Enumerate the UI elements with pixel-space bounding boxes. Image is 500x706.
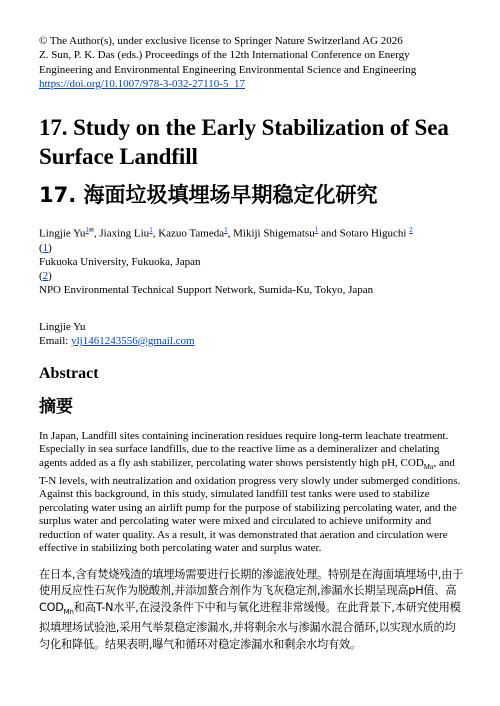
author-name: , Mikiji Shigematsu (227, 227, 315, 240)
author-name: , Jiaxing Liu (93, 227, 150, 240)
subscript: Mn (63, 607, 74, 616)
email-mark-icon: ✉ (88, 228, 94, 235)
affiliation-ref-link[interactable]: 1 (85, 226, 89, 235)
affiliation-ref-link[interactable]: 1 (314, 226, 319, 235)
affiliation-text: NPO Environmental Technical Support Network, Sumida-Ku, Tokyo, Japan (39, 283, 374, 296)
chapter-title-english: 17. Study on the Early Stabilization of Sea Surface Landfill (39, 115, 449, 170)
author-name: , Kazuo Tameda (152, 227, 225, 240)
author-name: Lingjie Yu (39, 227, 86, 240)
abstract-chinese-text (39, 567, 464, 654)
subscript: Mn (423, 463, 434, 472)
affiliation-ref-link[interactable]: 1 (224, 226, 228, 235)
abstract-heading-english: Abstract (39, 364, 99, 382)
abstract-en-part: In Japan, Landfill sites containing incineration residues require long-term leachate treatment. Especially in sea surface landfills, due to the reactive lime as a demineralizer and chelating agents added as a fly ash stabilizer, percolating water shows persistently high pH, COD (39, 429, 449, 469)
abstract-heading-chinese: 摘要 (39, 396, 73, 417)
email-link[interactable]: ylj1461243556@gmail.com (71, 334, 195, 347)
email-line (39, 334, 464, 348)
affiliation-ref-link[interactable]: 1 (149, 226, 153, 235)
article-page (39, 34, 464, 653)
doi-link[interactable]: https://doi.org/10.1007/978-3-032-27110-5_17 (39, 77, 245, 90)
affiliation-ref-link[interactable]: 2 (409, 226, 413, 235)
affiliation-anchor[interactable]: 2 (42, 269, 49, 282)
affiliation-anchor[interactable]: 1 (42, 241, 49, 254)
corresponding-author-name: Lingjie Yu (39, 320, 86, 333)
affiliation-2: (2) NPO Environmental Technical Support Network, Sumida-Ku, Tokyo, Japan (39, 269, 374, 296)
abstract-cn-part: 在日本,含有焚烧残渣的填埋场需要进行长期的渗滤液处理。特别是在海面填埋场中,由于使用反应性石灰作为脱酸剂,并添加螯合剂作为飞灰稳定剂,渗漏水长期呈现高pH值、高COD (39, 567, 464, 614)
proceedings-line: Z. Sun, P. K. Das (eds.) Proceedings of the 12th International Conference on Energy Engineering and Environmental Engineering Environmental Science and Engineering (39, 49, 417, 76)
abstract-cn-part: 和高T-N水平,在浸没条件下中和与氧化进程非常缓慢。在此背景下,本研究使用模拟填埋场试验池,采用气举泵稳定渗漏水,并将剩余水与渗漏水混合循环,以实现水质的均匀化和降低。结果表明,曝气和循环对稳定渗漏水和剩余水均有效。 (39, 600, 461, 651)
abstract-english-text (39, 430, 464, 556)
abstract-en-part: , and T-N levels, with neutralization and oxidation progress very slowly under submerged conditions. Against this background, in this study, simulated landfill test tanks were used to stabilize percolating water using an airlift pump for the purpose of stabilizing percolating water, and the surplus water and percolating water were mixed and circulated to achieve uniformity and reduction of water quality. As a result, it was demonstrated that aeration and circulation were effective in stabilizing both percolating water and surplus water. (39, 456, 461, 555)
doi-paragraph (39, 77, 464, 91)
chapter-title-chinese: 17. 海面垃圾填埋场早期稳定化研究 (39, 183, 378, 208)
copyright-line: © The Author(s), under exclusive license to Springer Nature Switzerland AG 2026 (39, 35, 403, 47)
affiliation-text: Fukuoka University, Fukuoka, Japan (39, 255, 201, 268)
email-label: Email: (39, 334, 72, 347)
author-name: and Sotaro Higuchi (318, 227, 410, 240)
correspondence-block (39, 320, 464, 348)
author-list (39, 223, 464, 241)
affiliation-1: (1) Fukuoka University, Fukuoka, Japan (39, 241, 201, 268)
